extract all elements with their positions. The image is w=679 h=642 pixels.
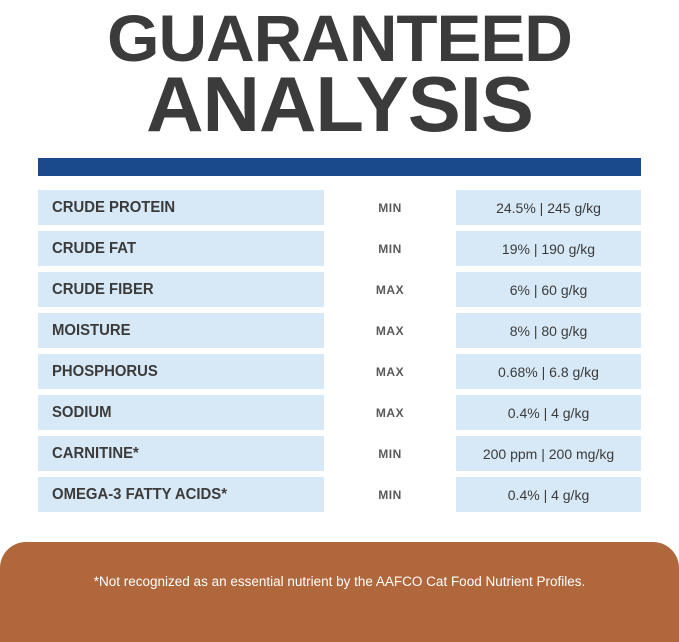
nutrient-qualifier-cell bbox=[324, 354, 456, 389]
accent-divider-bar bbox=[38, 158, 641, 176]
guaranteed-analysis-table bbox=[38, 190, 641, 512]
nutrient-value-cell bbox=[456, 436, 641, 471]
nutrient-value: 0.68% | 6.8 g/kg bbox=[498, 363, 599, 380]
nutrient-value: 0.4% | 4 g/kg bbox=[507, 404, 590, 421]
nutrient-qualifier-cell bbox=[324, 436, 456, 471]
nutrient-value-cell bbox=[456, 190, 641, 225]
nutrient-value: 19% | 190 g/kg bbox=[501, 240, 596, 257]
nutrient-name-cell bbox=[38, 477, 324, 512]
nutrient-name: SODIUM bbox=[52, 403, 112, 421]
nutrient-value-cell bbox=[456, 477, 641, 512]
nutrient-name-cell bbox=[38, 395, 324, 430]
nutrient-qualifier-cell bbox=[324, 231, 456, 266]
nutrient-value: 8% | 80 g/kg bbox=[509, 322, 588, 339]
table-row bbox=[38, 477, 641, 512]
page-title bbox=[0, 0, 679, 148]
nutrient-value: 24.5% | 245 g/kg bbox=[496, 199, 601, 216]
nutrient-name: PHOSPHORUS bbox=[52, 362, 158, 380]
page-title-line-1: GUARANTEED bbox=[107, 1, 572, 75]
table-row bbox=[38, 436, 641, 471]
nutrient-qualifier-cell bbox=[324, 313, 456, 348]
nutrient-name-cell bbox=[38, 436, 324, 471]
nutrient-qualifier-cell bbox=[324, 477, 456, 512]
footnote-text: *Not recognized as an essential nutrient by the AAFCO Cat Food Nutrient Profiles. bbox=[93, 574, 586, 589]
nutrient-value: 0.4% | 4 g/kg bbox=[507, 486, 590, 503]
page-title-line-2: ANALYSIS bbox=[146, 59, 533, 148]
table-row bbox=[38, 395, 641, 430]
nutrient-qualifier-cell bbox=[324, 395, 456, 430]
nutrient-qualifier: MIN bbox=[378, 241, 402, 256]
nutrient-name: CRUDE FIBER bbox=[52, 280, 154, 298]
nutrient-name: CRUDE FAT bbox=[52, 239, 137, 257]
nutrient-qualifier: MAX bbox=[375, 282, 405, 297]
nutrient-value-cell bbox=[456, 272, 641, 307]
nutrient-qualifier: MIN bbox=[378, 487, 402, 502]
nutrient-value: 6% | 60 g/kg bbox=[509, 281, 588, 298]
nutrient-value-cell bbox=[456, 313, 641, 348]
nutrient-qualifier-cell bbox=[324, 190, 456, 225]
nutrient-name-cell bbox=[38, 354, 324, 389]
nutrient-name-cell bbox=[38, 272, 324, 307]
nutrient-name-cell bbox=[38, 231, 324, 266]
nutrient-qualifier-cell bbox=[324, 272, 456, 307]
nutrient-value-cell bbox=[456, 231, 641, 266]
table-row bbox=[38, 354, 641, 389]
nutrient-value: 200 ppm | 200 mg/kg bbox=[482, 445, 615, 462]
table-row bbox=[38, 190, 641, 225]
nutrient-qualifier: MAX bbox=[375, 323, 405, 338]
table-row bbox=[38, 313, 641, 348]
nutrient-name: MOISTURE bbox=[52, 321, 131, 339]
nutrient-name-cell bbox=[38, 313, 324, 348]
nutrient-qualifier: MIN bbox=[378, 200, 402, 215]
footer-banner bbox=[0, 542, 679, 642]
nutrient-value-cell bbox=[456, 395, 641, 430]
nutrient-value-cell bbox=[456, 354, 641, 389]
nutrient-qualifier: MAX bbox=[375, 364, 405, 379]
nutrient-name-cell bbox=[38, 190, 324, 225]
table-row bbox=[38, 272, 641, 307]
nutrient-name: CARNITINE* bbox=[52, 444, 139, 462]
nutrient-qualifier: MAX bbox=[375, 405, 405, 420]
nutrient-name: CRUDE PROTEIN bbox=[52, 198, 176, 216]
table-row bbox=[38, 231, 641, 266]
nutrient-qualifier: MIN bbox=[378, 446, 402, 461]
nutrient-name: OMEGA-3 FATTY ACIDS* bbox=[52, 485, 227, 503]
